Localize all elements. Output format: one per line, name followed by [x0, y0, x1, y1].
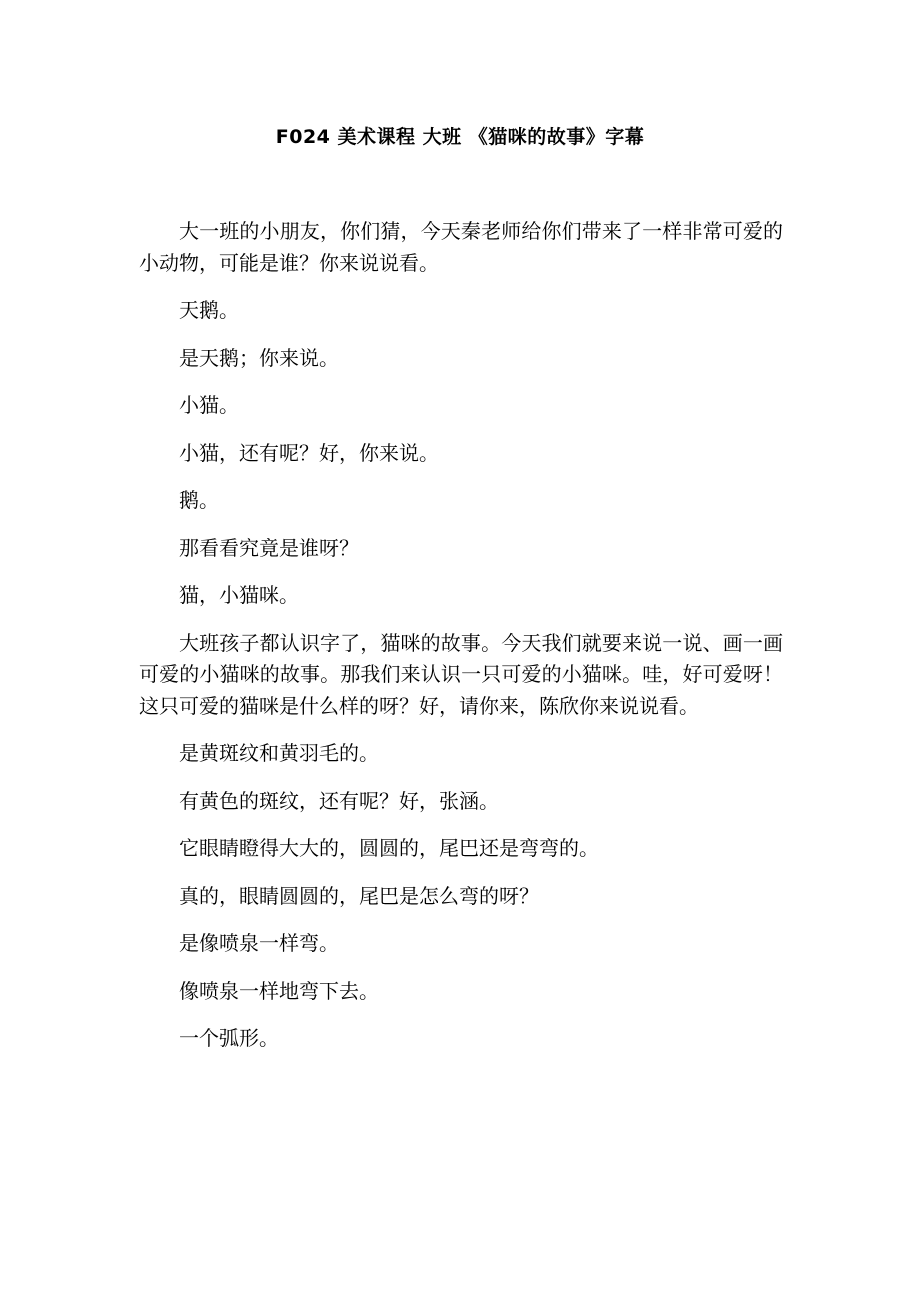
paragraph: 小猫。	[179, 393, 239, 417]
paragraph: 是黄斑纹和黄羽毛的。	[179, 741, 379, 765]
paragraph: 小猫，还有呢？好，你来说。	[179, 440, 439, 465]
paragraph: 天鹅。	[179, 298, 239, 322]
paragraph: 是天鹅；你来说。	[179, 345, 339, 370]
paragraph: 是像喷泉一样弯。	[179, 931, 339, 955]
paragraph: 有黄色的斑纹，还有呢？好，张涵。	[179, 788, 499, 813]
paragraph: 大一班的小朋友，你们猜，今天秦老师给你们带来了一样非常可爱的小动物，可能是谁？你来说说看。	[139, 219, 783, 275]
paragraph: 真的，眼睛圆圆的，尾巴是怎么弯的呀？	[179, 883, 539, 908]
paragraph: 它眼睛瞪得大大的，圆圆的，尾巴还是弯弯的。	[179, 836, 599, 860]
paragraph: 一个弧形。	[179, 1026, 279, 1050]
paragraph: 大班孩子都认识字了，猫咪的故事。今天我们就要来说一说、画一画可爱的小猫咪的故事。那我们来认识一只可爱的小猫咪。哇，好可爱呀！这只可爱的猫咪是什么样的呀？好，请你来，陈欣你来说说看。	[139, 630, 783, 718]
paragraph: 像喷泉一样地弯下去。	[179, 978, 379, 1003]
document-title: F024 美术课程 大班 《猫咪的故事》字幕	[275, 126, 645, 148]
paragraph: 猫，小猫咪。	[179, 583, 299, 607]
paragraph: 鹅。	[179, 488, 219, 512]
document-body	[139, 216, 783, 1071]
paragraph: 那看看究竟是谁呀？	[179, 535, 359, 560]
